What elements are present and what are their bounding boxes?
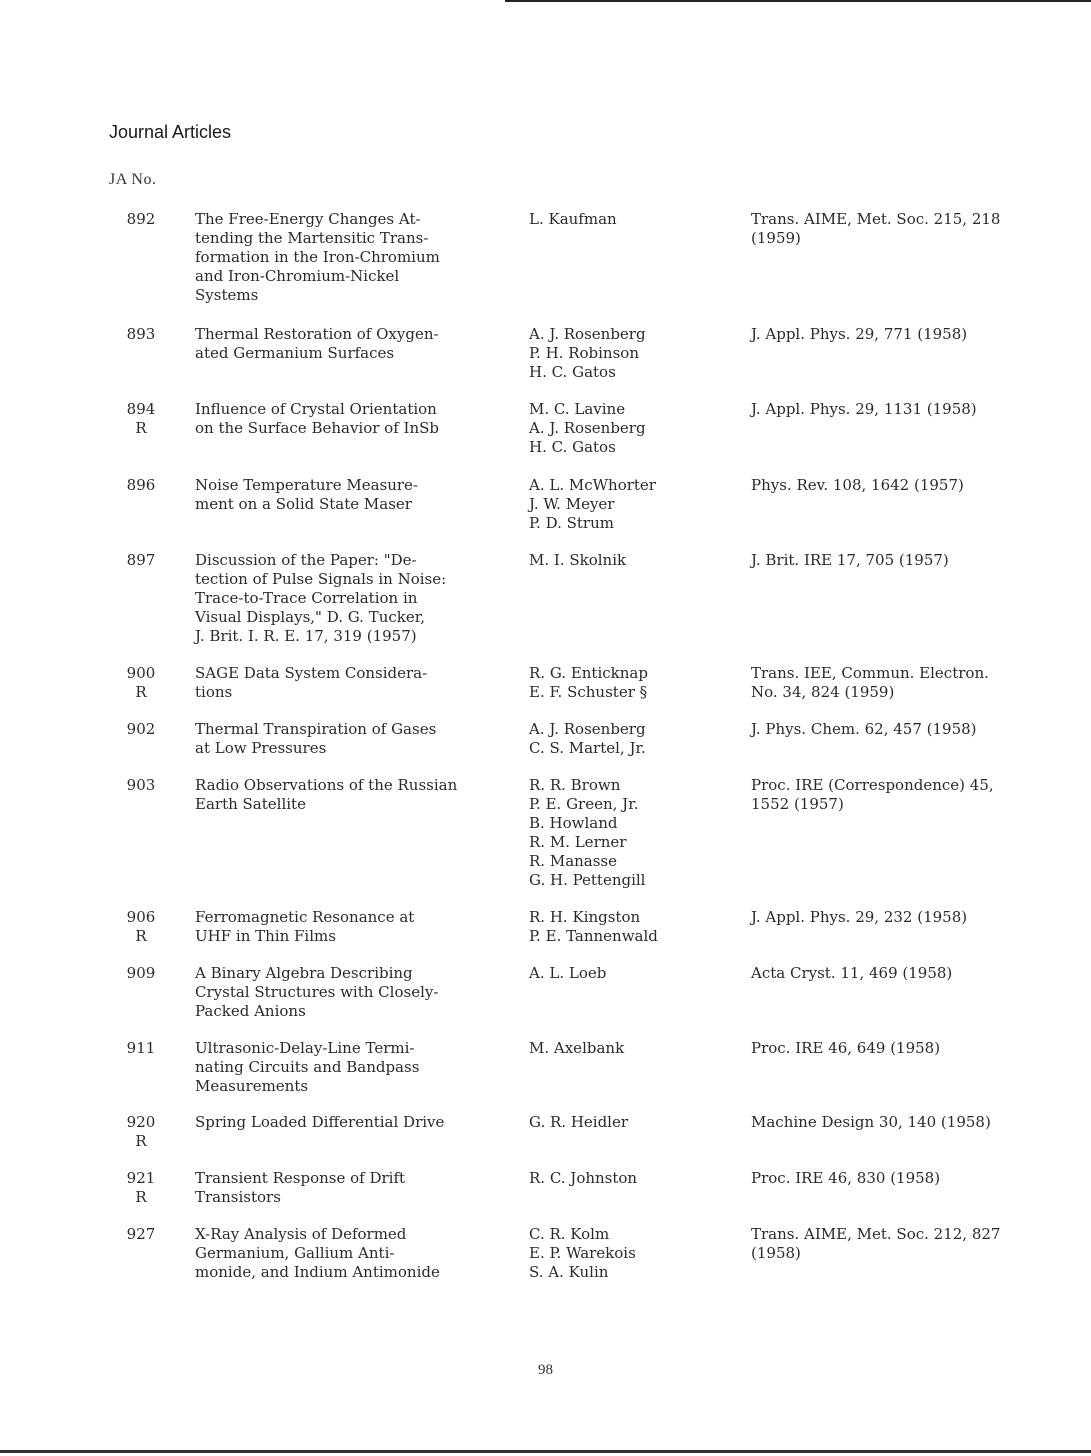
entry-authors-line: P. H. Robinson: [529, 344, 639, 362]
entry-num: [118, 1039, 164, 1058]
entry-num-line: 892: [126, 210, 156, 228]
entry-authors-line: E. F. Schuster §: [529, 683, 648, 701]
entry-num: [118, 908, 164, 946]
entry-authors-line: M. I. Skolnik: [529, 551, 627, 569]
entry-authors: [529, 776, 739, 890]
entry-journal-line: Trans. AIME, Met. Soc. 212, 827: [751, 1225, 1001, 1243]
entry-num-line: 896: [126, 476, 156, 494]
entry-num: [118, 400, 164, 438]
entry-num: [118, 664, 164, 702]
entry-title-line: nating Circuits and Bandpass: [195, 1058, 420, 1076]
entry-authors-line: R. R. Brown: [529, 776, 621, 794]
entry-authors-line: C. R. Kolm: [529, 1225, 610, 1243]
entry-authors-line: M. Axelbank: [529, 1039, 625, 1057]
entry-authors-line: S. A. Kulin: [529, 1263, 609, 1281]
entry-title: [195, 1039, 515, 1096]
entry-journal-line: J. Appl. Phys. 29, 1131 (1958): [751, 400, 977, 418]
entry-num-line: R: [135, 1188, 147, 1206]
entry-journal: [751, 1113, 1061, 1132]
entry-title-line: tions: [195, 683, 233, 701]
entry-title: [195, 476, 515, 514]
entry-journal-line: Proc. IRE (Correspondence) 45,: [751, 776, 994, 794]
entry-num-line: 909: [126, 964, 156, 982]
entry-journal: [751, 476, 1061, 495]
entry-authors-line: L. Kaufman: [529, 210, 617, 228]
entry-journal-line: (1959): [751, 229, 801, 247]
entry-title-line: J. Brit. I. R. E. 17, 319 (1957): [195, 627, 417, 645]
entry-num-line: 906: [126, 908, 156, 926]
entry-journal: [751, 776, 1061, 814]
entry-title-line: A Binary Algebra Describing: [195, 964, 413, 982]
entry-authors-line: R. H. Kingston: [529, 908, 641, 926]
entry-authors-line: A. L. McWhorter: [529, 476, 656, 494]
entry-title-line: Transistors: [195, 1188, 281, 1206]
entry-title-line: Earth Satellite: [195, 795, 306, 813]
entry-title: [195, 720, 515, 758]
entry-journal-line: Trans. IEE, Commun. Electron.: [751, 664, 989, 682]
entry-authors-line: B. Howland: [529, 814, 618, 832]
entry-authors-line: H. C. Gatos: [529, 363, 616, 381]
entry-authors: [529, 964, 739, 983]
entry-authors-line: A. L. Loeb: [529, 964, 607, 982]
entry-num: [118, 776, 164, 795]
entry-title-line: and Iron-Chromium-Nickel: [195, 267, 400, 285]
entry-authors-line: M. C. Lavine: [529, 400, 626, 418]
entry-title-line: on the Surface Behavior of InSb: [195, 419, 439, 437]
entry-authors: [529, 664, 739, 702]
entry-num-line: 900: [126, 664, 156, 682]
entry-journal-line: Trans. AIME, Met. Soc. 215, 218: [751, 210, 1001, 228]
entry-journal-line: J. Phys. Chem. 62, 457 (1958): [751, 720, 977, 738]
entry-title: [195, 908, 515, 946]
bottom-rule: [0, 1450, 1091, 1453]
entry-title: [195, 964, 515, 1021]
entry-num-line: 921: [126, 1169, 156, 1187]
entry-title-line: Trace-to-Trace Correlation in: [195, 589, 418, 607]
entry-authors-line: J. W. Meyer: [529, 495, 615, 513]
entry-title-line: Crystal Structures with Closely-: [195, 983, 439, 1001]
entry-journal: [751, 400, 1061, 419]
entry-title-line: ment on a Solid State Maser: [195, 495, 412, 513]
entry-title: [195, 1169, 515, 1207]
entry-num: [118, 551, 164, 570]
entry-num: [118, 720, 164, 739]
page-number: 98: [538, 1362, 553, 1378]
entry-title: [195, 210, 515, 305]
entry-title: [195, 1225, 515, 1282]
entry-title-line: Systems: [195, 286, 259, 304]
entry-authors-line: A. J. Rosenberg: [529, 720, 646, 738]
entry-authors-line: R. M. Lerner: [529, 833, 627, 851]
entry-journal: [751, 325, 1061, 344]
entry-title-line: monide, and Indium Antimonide: [195, 1263, 440, 1281]
entry-journal: [751, 551, 1061, 570]
entry-num: [118, 476, 164, 495]
entry-title-line: Ferromagnetic Resonance at: [195, 908, 415, 926]
entry-title: [195, 1113, 515, 1132]
entry-journal: [751, 210, 1061, 248]
entry-authors-line: E. P. Warekois: [529, 1244, 636, 1262]
entry-authors: [529, 908, 739, 946]
entry-journal-line: 1552 (1957): [751, 795, 844, 813]
entry-journal-line: Phys. Rev. 108, 1642 (1957): [751, 476, 964, 494]
entry-journal-line: J. Appl. Phys. 29, 771 (1958): [751, 325, 968, 343]
top-rule: [505, 0, 1091, 2]
entry-num-line: R: [135, 683, 147, 701]
entry-title-line: SAGE Data System Considera-: [195, 664, 428, 682]
entry-journal-line: Proc. IRE 46, 649 (1958): [751, 1039, 941, 1057]
entry-title-line: UHF in Thin Films: [195, 927, 336, 945]
entry-authors-line: R. G. Enticknap: [529, 664, 648, 682]
entry-journal: [751, 1039, 1061, 1058]
entry-title-line: tending the Martensitic Trans-: [195, 229, 429, 247]
entry-title-line: Measurements: [195, 1077, 309, 1095]
entry-journal-line: J. Brit. IRE 17, 705 (1957): [751, 551, 949, 569]
entry-title-line: formation in the Iron-Chromium: [195, 248, 440, 266]
entry-num: [118, 1225, 164, 1244]
entry-title-line: Spring Loaded Differential Drive: [195, 1113, 445, 1131]
entry-title-line: Thermal Restoration of Oxygen-: [195, 325, 439, 343]
entry-journal-line: No. 34, 824 (1959): [751, 683, 895, 701]
entry-authors: [529, 476, 739, 533]
entry-authors: [529, 210, 739, 229]
entry-authors: [529, 720, 739, 758]
entry-num: [118, 325, 164, 344]
entry-title-line: X-Ray Analysis of Deformed: [195, 1225, 407, 1243]
entry-title-line: Radio Observations of the Russian: [195, 776, 458, 794]
entry-authors-line: A. J. Rosenberg: [529, 325, 646, 343]
entry-authors: [529, 1039, 739, 1058]
entry-journal: [751, 1225, 1061, 1263]
entry-title-line: Germanium, Gallium Anti-: [195, 1244, 395, 1262]
entry-num-line: 897: [126, 551, 156, 569]
entry-authors: [529, 1169, 739, 1188]
entry-authors-line: P. D. Strum: [529, 514, 614, 532]
entry-authors: [529, 1113, 739, 1132]
entry-authors: [529, 400, 739, 457]
entry-title-line: Discussion of the Paper: "De-: [195, 551, 417, 569]
entry-title: [195, 664, 515, 702]
entry-journal: [751, 908, 1061, 927]
entry-title-line: Transient Response of Drift: [195, 1169, 406, 1187]
entry-num-line: 903: [126, 776, 156, 794]
entry-title-line: Thermal Transpiration of Gases: [195, 720, 437, 738]
entry-authors: [529, 1225, 739, 1282]
entry-authors-line: A. J. Rosenberg: [529, 419, 646, 437]
entry-authors-line: P. E. Tannenwald: [529, 927, 658, 945]
entry-title-line: at Low Pressures: [195, 739, 327, 757]
entry-num-line: 902: [126, 720, 156, 738]
entry-num-line: 893: [126, 325, 156, 343]
entry-title: [195, 325, 515, 363]
entry-title: [195, 551, 515, 646]
entry-authors: [529, 551, 739, 570]
entry-title-line: tection of Pulse Signals in Noise:: [195, 570, 447, 588]
entry-authors-line: P. E. Green, Jr.: [529, 795, 639, 813]
entry-journal: [751, 964, 1061, 983]
entry-journal-line: Proc. IRE 46, 830 (1958): [751, 1169, 941, 1187]
entry-title-line: Influence of Crystal Orientation: [195, 400, 437, 418]
entry-authors-line: R. C. Johnston: [529, 1169, 638, 1187]
entry-authors: [529, 325, 739, 382]
entry-journal: [751, 720, 1061, 739]
entry-title-line: Packed Anions: [195, 1002, 306, 1020]
entry-num-line: R: [135, 927, 147, 945]
entry-title-line: ated Germanium Surfaces: [195, 344, 395, 362]
entry-authors-line: G. R. Heidler: [529, 1113, 629, 1131]
entry-num-line: 927: [126, 1225, 156, 1243]
entry-num-line: R: [135, 419, 147, 437]
entry-title-line: Ultrasonic-Delay-Line Termi-: [195, 1039, 415, 1057]
entry-num: [118, 1169, 164, 1207]
entry-title-line: The Free-Energy Changes At-: [195, 210, 421, 228]
entry-authors-line: H. C. Gatos: [529, 438, 616, 456]
entry-title: [195, 776, 515, 814]
entry-journal-line: Acta Cryst. 11, 469 (1958): [751, 964, 953, 982]
entry-journal-line: Machine Design 30, 140 (1958): [751, 1113, 991, 1131]
entry-authors-line: G. H. Pettengill: [529, 871, 646, 889]
entry-journal: [751, 664, 1061, 702]
column-label: JA No.: [109, 171, 157, 188]
entry-num-line: 920: [126, 1113, 156, 1131]
entry-authors-line: R. Manasse: [529, 852, 618, 870]
entry-title-line: Noise Temperature Measure-: [195, 476, 418, 494]
section-title: Journal Articles: [109, 122, 232, 142]
entry-num-line: 894: [126, 400, 156, 418]
entry-journal-line: J. Appl. Phys. 29, 232 (1958): [751, 908, 968, 926]
entry-journal-line: (1958): [751, 1244, 801, 1262]
entry-authors-line: C. S. Martel, Jr.: [529, 739, 646, 757]
entry-num: [118, 210, 164, 229]
entry-num: [118, 1113, 164, 1151]
entry-num: [118, 964, 164, 983]
entry-num-line: 911: [126, 1039, 156, 1057]
entry-title: [195, 400, 515, 438]
entry-title-line: Visual Displays," D. G. Tucker,: [195, 608, 426, 626]
entry-num-line: R: [135, 1132, 147, 1150]
entry-journal: [751, 1169, 1061, 1188]
